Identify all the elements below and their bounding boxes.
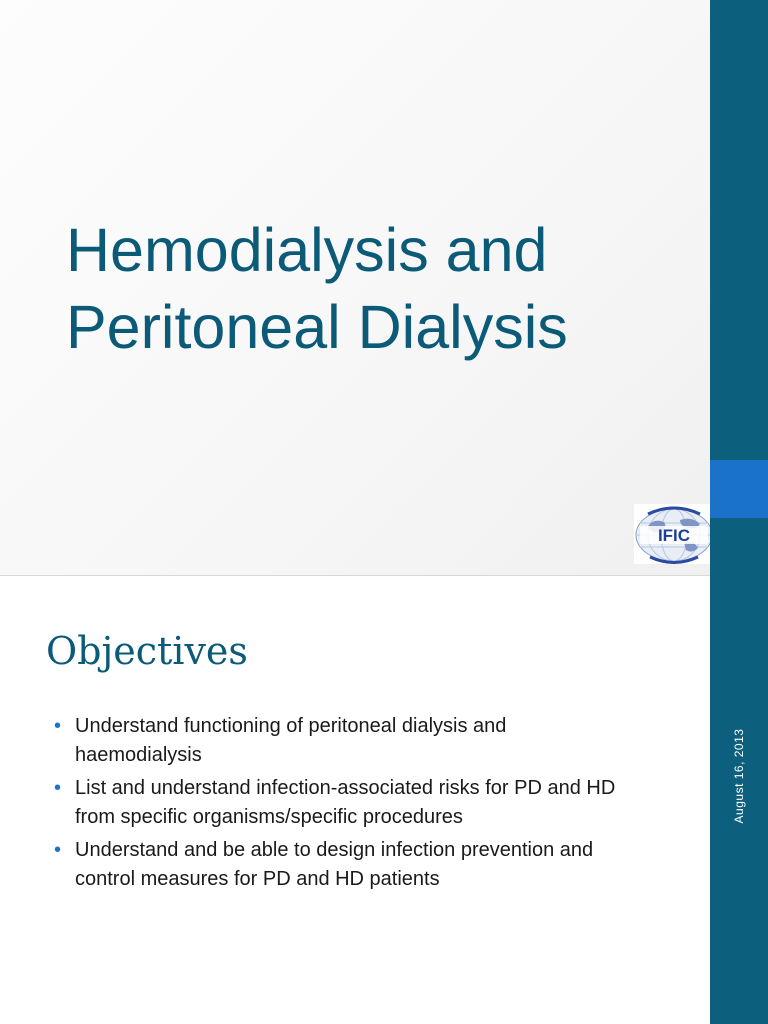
bullet-icon: • — [54, 839, 62, 861]
list-item-line-2: from specific organisms/specific procedures — [75, 806, 463, 828]
list-item-line-2: haemodialysis — [75, 744, 202, 766]
objectives-title: Objectives — [46, 629, 248, 673]
bullet-icon: • — [54, 777, 62, 799]
list-item — [52, 836, 672, 894]
slide-title-line-2: Peritoneal Dialysis — [66, 293, 568, 361]
list-item-line-2: control measures for PD and HD patients — [75, 868, 440, 890]
sidebar-accent-block — [710, 460, 768, 518]
slide-date-text: August 16, 2013 — [732, 728, 746, 824]
objectives-list — [52, 712, 672, 898]
list-item-line-1: Understand and be able to design infection prevention and — [75, 839, 594, 861]
list-item — [52, 774, 672, 832]
ific-logo-text: IFIC — [657, 526, 691, 545]
slide-title — [66, 212, 686, 366]
ific-globe-icon — [634, 504, 714, 564]
list-item-line-1: List and understand infection-associated risks for PD and HD — [75, 777, 616, 799]
slide-title-line-1: Hemodialysis and — [66, 216, 548, 284]
list-item — [52, 712, 672, 770]
bullet-icon: • — [54, 715, 62, 737]
ific-logo — [634, 504, 714, 564]
list-item-line-1: Understand functioning of peritoneal dialysis and — [75, 715, 507, 737]
